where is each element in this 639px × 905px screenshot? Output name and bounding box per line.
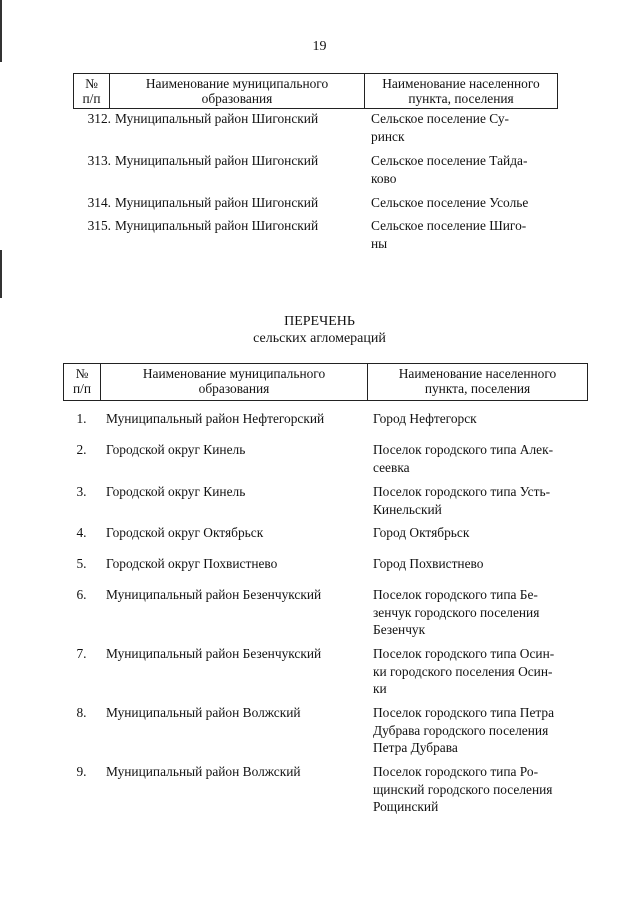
row-settlement — [367, 645, 582, 698]
header-text: пункта, поселения — [424, 381, 531, 396]
row-settlement — [371, 152, 561, 187]
row-number: 6. — [76, 587, 87, 602]
table-row — [63, 555, 582, 573]
row-settlement — [367, 441, 582, 476]
row-municipality — [100, 645, 367, 698]
cell-line: Дубрава городского поселения — [373, 722, 549, 738]
cell-line: ково — [371, 170, 397, 186]
table-row — [63, 441, 582, 476]
header-text: № — [75, 366, 89, 381]
cell-line: Город Похвистнево — [373, 556, 484, 571]
cell-line: ки — [373, 681, 387, 696]
row-settlement — [371, 194, 561, 212]
cell-line: зенчук городского поселения — [373, 604, 540, 620]
header-num — [74, 74, 110, 108]
header-text: Наименование муниципального — [142, 366, 326, 381]
table-row — [63, 586, 582, 639]
row-number: 313. — [87, 153, 111, 168]
cell-line: Муниципальный район Безенчукский — [106, 646, 322, 661]
cell-line: Городской округ Кинель — [106, 484, 246, 499]
row-number: 315. — [87, 218, 111, 233]
header-text: п/п — [82, 91, 101, 106]
header-municipality — [110, 74, 365, 108]
cell-line: Муниципальный район Безенчукский — [106, 587, 322, 602]
cell-line: Город Нефтегорск — [373, 411, 477, 426]
cell-line: Поселок городского типа Усть- — [373, 484, 551, 499]
cell-line: Поселок городского типа Алек- — [373, 442, 554, 457]
cell-line: Муниципальный район Шигонский — [115, 195, 319, 210]
row-settlement — [371, 217, 561, 252]
cell-line: Город Октябрьск — [373, 525, 470, 540]
cell-line: Поселок городского типа Петра — [373, 705, 555, 720]
table-row — [63, 704, 582, 757]
cell-line: Сельское поселение Усолье — [371, 195, 529, 210]
cell-line: Поселок городского типа Бе- — [373, 587, 538, 602]
row-municipality — [100, 410, 367, 428]
row-municipality — [115, 110, 371, 145]
row-settlement — [371, 110, 561, 145]
header-text: пункта, поселения — [408, 91, 514, 106]
cell-line: щинский городского поселения — [373, 781, 553, 797]
header-text: п/п — [72, 381, 92, 396]
row-municipality — [100, 586, 367, 639]
header-text: образования — [198, 381, 270, 396]
table-row — [63, 524, 582, 542]
cell-line: Петра Дубрава — [373, 740, 458, 755]
page-number: 19 — [312, 39, 327, 54]
cell-line: Муниципальный район Нефтегорский — [106, 411, 325, 426]
cell-line: Муниципальный район Волжский — [106, 764, 301, 779]
table-header — [63, 363, 588, 401]
header-text: № — [85, 76, 98, 91]
table-header — [73, 73, 558, 109]
table-row — [75, 152, 561, 187]
row-number: 8. — [76, 705, 87, 720]
header-text: Наименование населенного — [398, 366, 557, 381]
row-municipality — [115, 194, 371, 212]
row-number: 3. — [76, 484, 87, 499]
row-number: 7. — [76, 646, 87, 661]
header-text: образования — [201, 91, 273, 106]
cell-line: Сельское поселение Су- — [371, 111, 509, 126]
row-settlement — [367, 586, 582, 639]
cell-line: ны — [371, 235, 388, 251]
table-row — [75, 217, 561, 252]
cell-line: сеевка — [373, 459, 410, 475]
row-municipality — [100, 483, 367, 518]
table-row — [63, 763, 582, 816]
header-text: Наименование муниципального — [145, 76, 329, 91]
row-settlement — [367, 483, 582, 518]
cell-line: Городской округ Кинель — [106, 442, 246, 457]
row-municipality — [100, 763, 367, 816]
cell-line: Поселок городского типа Осин- — [373, 646, 555, 661]
row-settlement — [367, 555, 582, 573]
cell-line: Кинельский — [373, 501, 442, 517]
row-municipality — [100, 441, 367, 476]
row-number: 5. — [76, 556, 87, 571]
row-municipality — [115, 217, 371, 252]
row-settlement — [367, 524, 582, 542]
cell-line: Поселок городского типа Ро- — [373, 764, 539, 779]
cell-line: Городской округ Похвистнево — [106, 556, 278, 571]
cell-line: Сельское поселение Тайда- — [371, 153, 528, 168]
row-number: 4. — [76, 525, 87, 540]
row-municipality — [100, 555, 367, 573]
cell-line: Рощинский — [373, 799, 439, 814]
cell-line: Сельское поселение Шиго- — [371, 218, 527, 233]
row-settlement — [367, 410, 582, 428]
row-settlement — [367, 763, 582, 816]
cell-line: Муниципальный район Шигонский — [115, 111, 319, 126]
cell-line: Муниципальный район Шигонский — [115, 218, 319, 233]
row-number: 314. — [87, 195, 111, 210]
table-row — [63, 645, 582, 698]
list-subtitle: сельских агломераций — [253, 331, 386, 346]
cell-line: Безенчук — [373, 622, 426, 637]
cell-line: ринск — [371, 128, 405, 144]
header-text: Наименование населенного — [382, 76, 540, 91]
table-row — [75, 110, 561, 145]
cell-line: Муниципальный район Волжский — [106, 705, 301, 720]
cell-line: Городской округ Октябрьск — [106, 525, 264, 540]
row-number: 2. — [76, 442, 87, 457]
header-settlement — [365, 74, 557, 108]
row-number: 312. — [87, 111, 111, 126]
row-number: 9. — [76, 764, 87, 779]
row-number: 1. — [76, 411, 87, 426]
row-settlement — [367, 704, 582, 757]
table-row — [63, 483, 582, 518]
row-municipality — [100, 704, 367, 757]
header-settlement — [368, 364, 587, 400]
table-row — [75, 194, 561, 212]
table-row — [63, 410, 582, 428]
row-municipality — [100, 524, 367, 542]
row-municipality — [115, 152, 371, 187]
cell-line: Муниципальный район Шигонский — [115, 153, 319, 168]
header-num — [64, 364, 101, 400]
cell-line: ки городского поселения Осин- — [373, 663, 553, 679]
header-municipality — [101, 364, 368, 400]
scan-edge-mark — [0, 250, 2, 298]
list-title: ПЕРЕЧЕНЬ — [284, 314, 355, 329]
